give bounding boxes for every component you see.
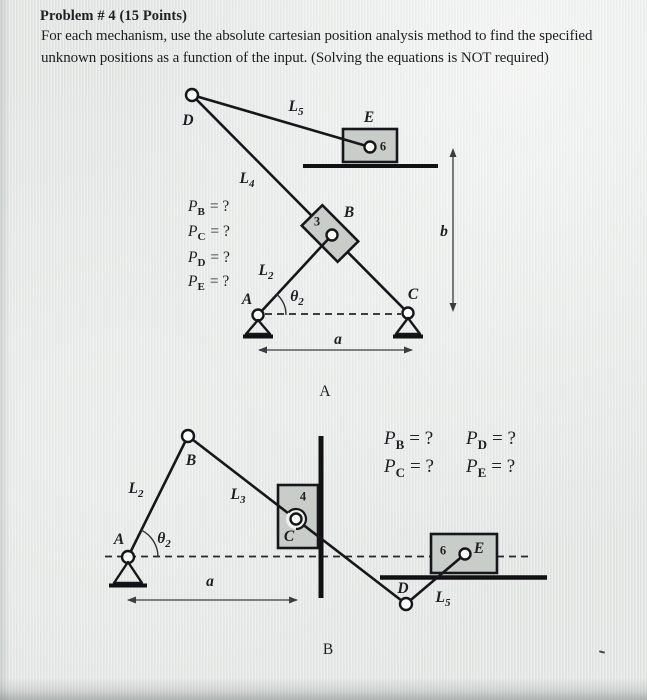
label-point-c: C [407,286,419,303]
label-point-d: D [182,112,194,129]
label-point-c: C [283,528,295,545]
theta2-arc [277,294,286,315]
unknown-pc: $P_C$ = ? [384,456,434,480]
label-dim-a: a [334,331,342,348]
label-theta2: $\theta_2$ [290,288,304,309]
label-link-l2: $L_2$ [258,262,274,283]
label-dim-b: b [440,223,448,240]
unknown-pc: $P_C$ = ? [188,223,230,244]
mechanism-a [186,89,457,354]
pin-b [327,230,338,241]
unknown-pd: $P_D$ = ? [188,249,230,270]
unknown-pb: $P_B$ = ? [384,428,434,452]
label-link-l2: $L_2$ [128,480,144,501]
label-point-e: E [473,540,485,557]
label-theta2: $\theta_2$ [157,530,171,551]
label-block-3: 3 [313,214,321,229]
label-point-a: A [241,291,253,308]
label-point-b: B [343,204,355,221]
problem-statement-line1: For each mechanism, use the absolute cartesian position analysis method to find the specified [41,28,593,44]
theta2-arc [141,530,158,557]
pin-d [186,89,198,101]
figure-label-a: A [319,383,331,400]
unknown-pb: $P_B$ = ? [188,198,230,219]
label-link-l5: $L_5$ [288,98,304,119]
ground-support-c [396,318,420,334]
pin-b [182,430,194,442]
figure-label-b: B [322,641,334,658]
ground-support-a [114,562,142,583]
label-point-e: E [363,109,375,126]
unknown-pd: $P_D$ = ? [466,428,516,452]
label-link-l5: $L_5$ [435,589,451,610]
pin-c [291,514,302,525]
problem-title: Problem # 4 (15 Points) [40,8,188,24]
label-link-l3: $L_3$ [230,486,246,507]
label-block-6: 6 [379,139,387,154]
label-block-4: 4 [299,489,307,504]
pin-e [365,142,376,153]
problem-statement-line2: unknown positions as a function of the input. (Solving the equations is NOT required) [41,50,549,66]
pin-d [400,598,412,610]
label-link-l4: $L_4$ [239,170,255,191]
label-point-d: D [397,580,409,597]
ground-support-a [246,320,270,334]
unknown-pe: $P_E$ = ? [466,456,516,480]
label-dim-a: a [206,573,214,590]
unknown-pe: $P_E$ = ? [188,273,230,294]
label-block-6: 6 [439,543,447,558]
label-point-a: A [113,531,125,548]
pin-e [460,549,471,560]
label-point-b: B [185,452,197,469]
